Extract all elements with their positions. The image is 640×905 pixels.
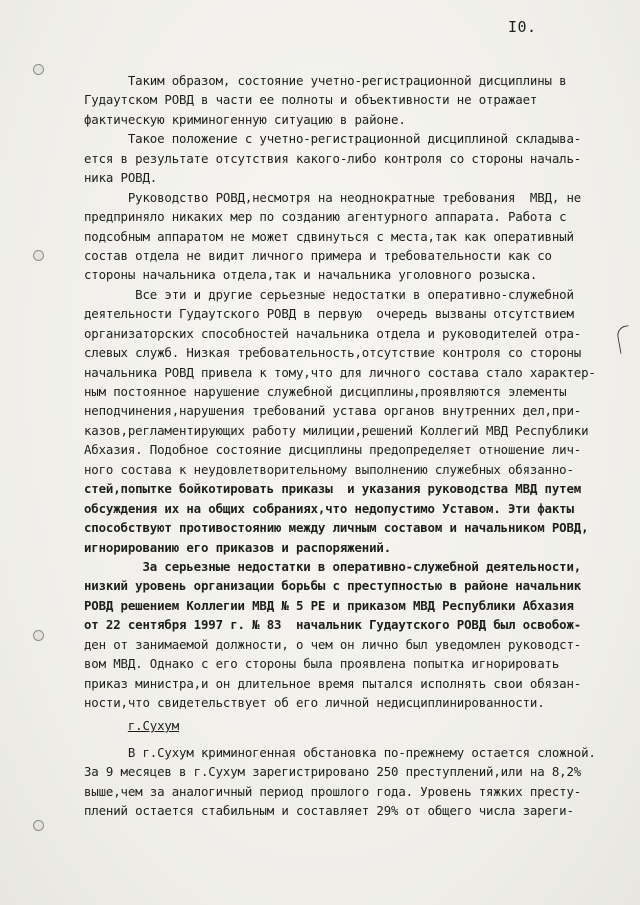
text-line: способствуют противостоянию между личным составом и начальником РОВД, (84, 520, 589, 536)
text-line: ного состава к неудовлетворительному выполнению служебных обязанно- (84, 461, 574, 477)
text-line: ника РОВД. (84, 170, 158, 186)
text-line: предприняло никаких мер по созданию агентурного аппарата. Работа с (84, 209, 567, 225)
punch-hole (33, 630, 44, 641)
text-line: стей,попытке бойкотировать приказы и указания руководства МВД путем (84, 481, 582, 497)
text-line: ности,что свидетельствует об его личной недисциплинированности. (84, 695, 545, 710)
text-line: стороны начальника отдела,так и начальника уголовного розыска. (84, 267, 538, 283)
text-line: РОВД решением Коллегии МВД № 5 РЕ и приказом МВД Республики Абхазия (84, 597, 574, 613)
text-line: деятельности Гудаутского РОВД в первую очередь вызваны отсутствием (84, 306, 574, 322)
text-line: низкий уровень организации борьбы с преступностью в районе начальник (84, 578, 582, 594)
text-line: Руководство РОВД,несмотря на неоднократные требования МВД, не (84, 189, 582, 205)
text-line: игнорированию его приказов и распоряжений. (84, 539, 392, 555)
text-line: выше,чем за аналогичный период прошлого года. Уровень тяжких престу- (84, 783, 582, 799)
text-line: Гудаутском РОВД в части ее полноты и объективности не отражает (84, 92, 538, 108)
punch-hole (33, 64, 44, 75)
text-line: обсуждения их на общих собраниях,что недопустимо Уставом. Эти факты (84, 500, 574, 516)
section-heading: г.Сухум (127, 718, 180, 734)
text-line: Абхазия. Подобное состояние дисциплины предопределяет отношение лич- (84, 442, 582, 458)
text-line: слевых служб. Низкая требовательность,отсутствие контроля со стороны (84, 345, 582, 361)
text-line: Такое положение с учетно-регистрационной дисциплиной складыва- (84, 131, 582, 147)
text-line: За серьезные недостатки в оперативно-служебной деятельности, (84, 558, 582, 574)
text-line: приказ министра,и он длительное время пытался исполнять свои обязан- (84, 675, 582, 691)
text-line: В г.Сухум криминогенная обстановка по-прежнему остается сложной. (84, 744, 596, 760)
text-line: казов,регламентирующих работу милиции,решений Коллегий МВД Республики (84, 422, 589, 438)
page-number: I0. (508, 18, 537, 36)
body-text (84, 71, 624, 821)
text-line: неподчинения,нарушения требований устава органов внутренних дел,при- (84, 403, 582, 419)
punch-hole (33, 820, 44, 831)
text-line: плений остается стабильным и составляет 29% от общего числа зареги- (84, 803, 574, 819)
text-line: Все эти и другие серьезные недостатки в оперативно-служебной (84, 286, 574, 302)
text-line: организаторских способностей начальника отдела и руководителей отра- (84, 325, 582, 341)
text-line: подсобным аппаратом не может сдвинуться с места,так как оперативный (84, 228, 574, 244)
text-line: состав отдела не видит личного примера и требовательности как со (84, 247, 552, 263)
text-line: начальника РОВД привела к тому,что для личного состава стало характер- (84, 364, 596, 380)
punch-hole (33, 250, 44, 261)
text-line: от 22 сентября 1997 г. № 83 начальник Гудаутского РОВД был освобож- (84, 617, 582, 633)
text-line: ным постоянное нарушение служебной дисциплины,проявляются элементы (84, 384, 567, 399)
text-line: вом МВД. Однако с его стороны была проявлена попытка игнорировать (84, 656, 560, 672)
text-line: фактическую криминогенную ситуацию в районе. (84, 111, 406, 127)
text-line: Таким образом, состояние учетно-регистрационной дисциплины в (84, 73, 567, 88)
text-line: За 9 месяцев в г.Сухум зарегистрировано 250 преступлений,или на 8,2% (84, 764, 582, 780)
text-line: ден от занимаемой должности, о чем он лично был уведомлен руководст- (84, 636, 582, 652)
text-line: ется в результате отсутствия какого-либо контроля со стороны началь- (84, 150, 582, 166)
